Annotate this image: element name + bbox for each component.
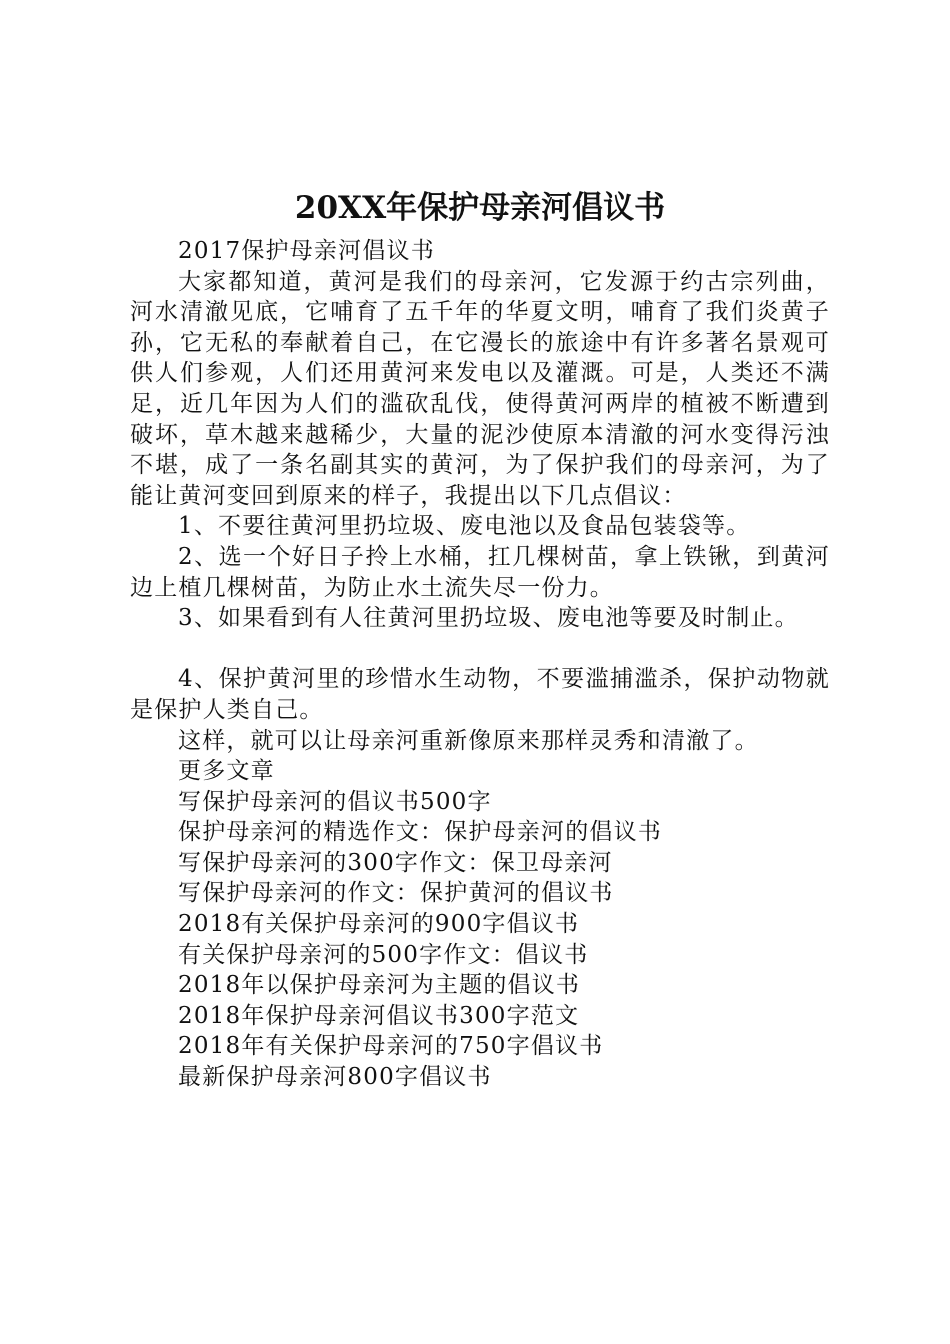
related-article-link[interactable]: 2018年有关保护母亲河的750字倡议书 — [178, 1033, 604, 1060]
point-1: 1、不要往黄河里扔垃圾、废电池以及食品包装袋等。 — [178, 513, 751, 540]
related-article-link[interactable]: 2018年保护母亲河倡议书300字范文 — [178, 1002, 580, 1029]
related-article-link[interactable]: 有关保护母亲河的500字作文：倡议书 — [178, 941, 589, 968]
related-articles-list — [130, 787, 830, 1093]
point-3: 3、如果看到有人往黄河里扔垃圾、废电池等要及时制止。 — [178, 605, 799, 632]
related-article-link[interactable]: 写保护母亲河的倡议书500字 — [178, 788, 492, 815]
document-title: 20XX年保护母亲河倡议书 — [294, 190, 666, 226]
closing-paragraph: 这样，就可以让母亲河重新像原来那样灵秀和清澈了。 — [178, 727, 759, 754]
document-body — [130, 236, 830, 1093]
related-article-link[interactable]: 2018有关保护母亲河的900字倡议书 — [178, 911, 580, 938]
intro-paragraph: 大家都知道，黄河是我们的母亲河，它发源于约古宗列曲，河水清澈见底，它哺育了五千年的华夏文明，哺育了我们炎黄子孙，它无私的奉献着自己，在它漫长的旅途中有许多著名景观可供人们参观，人们还用黄河来发电以及灌溉。可是，人类还不满足，近几年因为人们的滥砍乱伐，使得黄河两岸的植被不断遭到破坏，草木越来越稀少，大量的泥沙使原本清澈的河水变得污浊不堪，成了一条名副其实的黄河，为了保护我们的母亲河，为了能让黄河变回到原来的样子，我提出以下几点倡议： — [130, 268, 830, 509]
subtitle: 2017保护母亲河倡议书 — [178, 238, 435, 264]
point-2: 2、选一个好日子拎上水桶，扛几棵树苗，拿上铁锹，到黄河边上植几棵树苗，为防止水土流失尽一份力。 — [130, 543, 830, 601]
blank-line — [130, 634, 830, 665]
point-4: 4、保护黄河里的珍惜水生动物，不要滥捕滥杀，保护动物就是保护人类自己。 — [130, 666, 830, 723]
related-article-link[interactable]: 2018年以保护母亲河为主题的倡议书 — [178, 972, 581, 999]
related-article-link[interactable]: 最新保护母亲河800字倡议书 — [178, 1064, 492, 1091]
document-page — [130, 180, 830, 1093]
related-article-link[interactable]: 写保护母亲河的300字作文：保卫母亲河 — [178, 849, 613, 876]
more-articles-heading: 更多文章 — [178, 758, 275, 785]
related-article-link[interactable]: 写保护母亲河的作文：保护黄河的倡议书 — [178, 880, 614, 907]
related-article-link[interactable]: 保护母亲河的精选作文：保护母亲河的倡议书 — [178, 819, 662, 846]
